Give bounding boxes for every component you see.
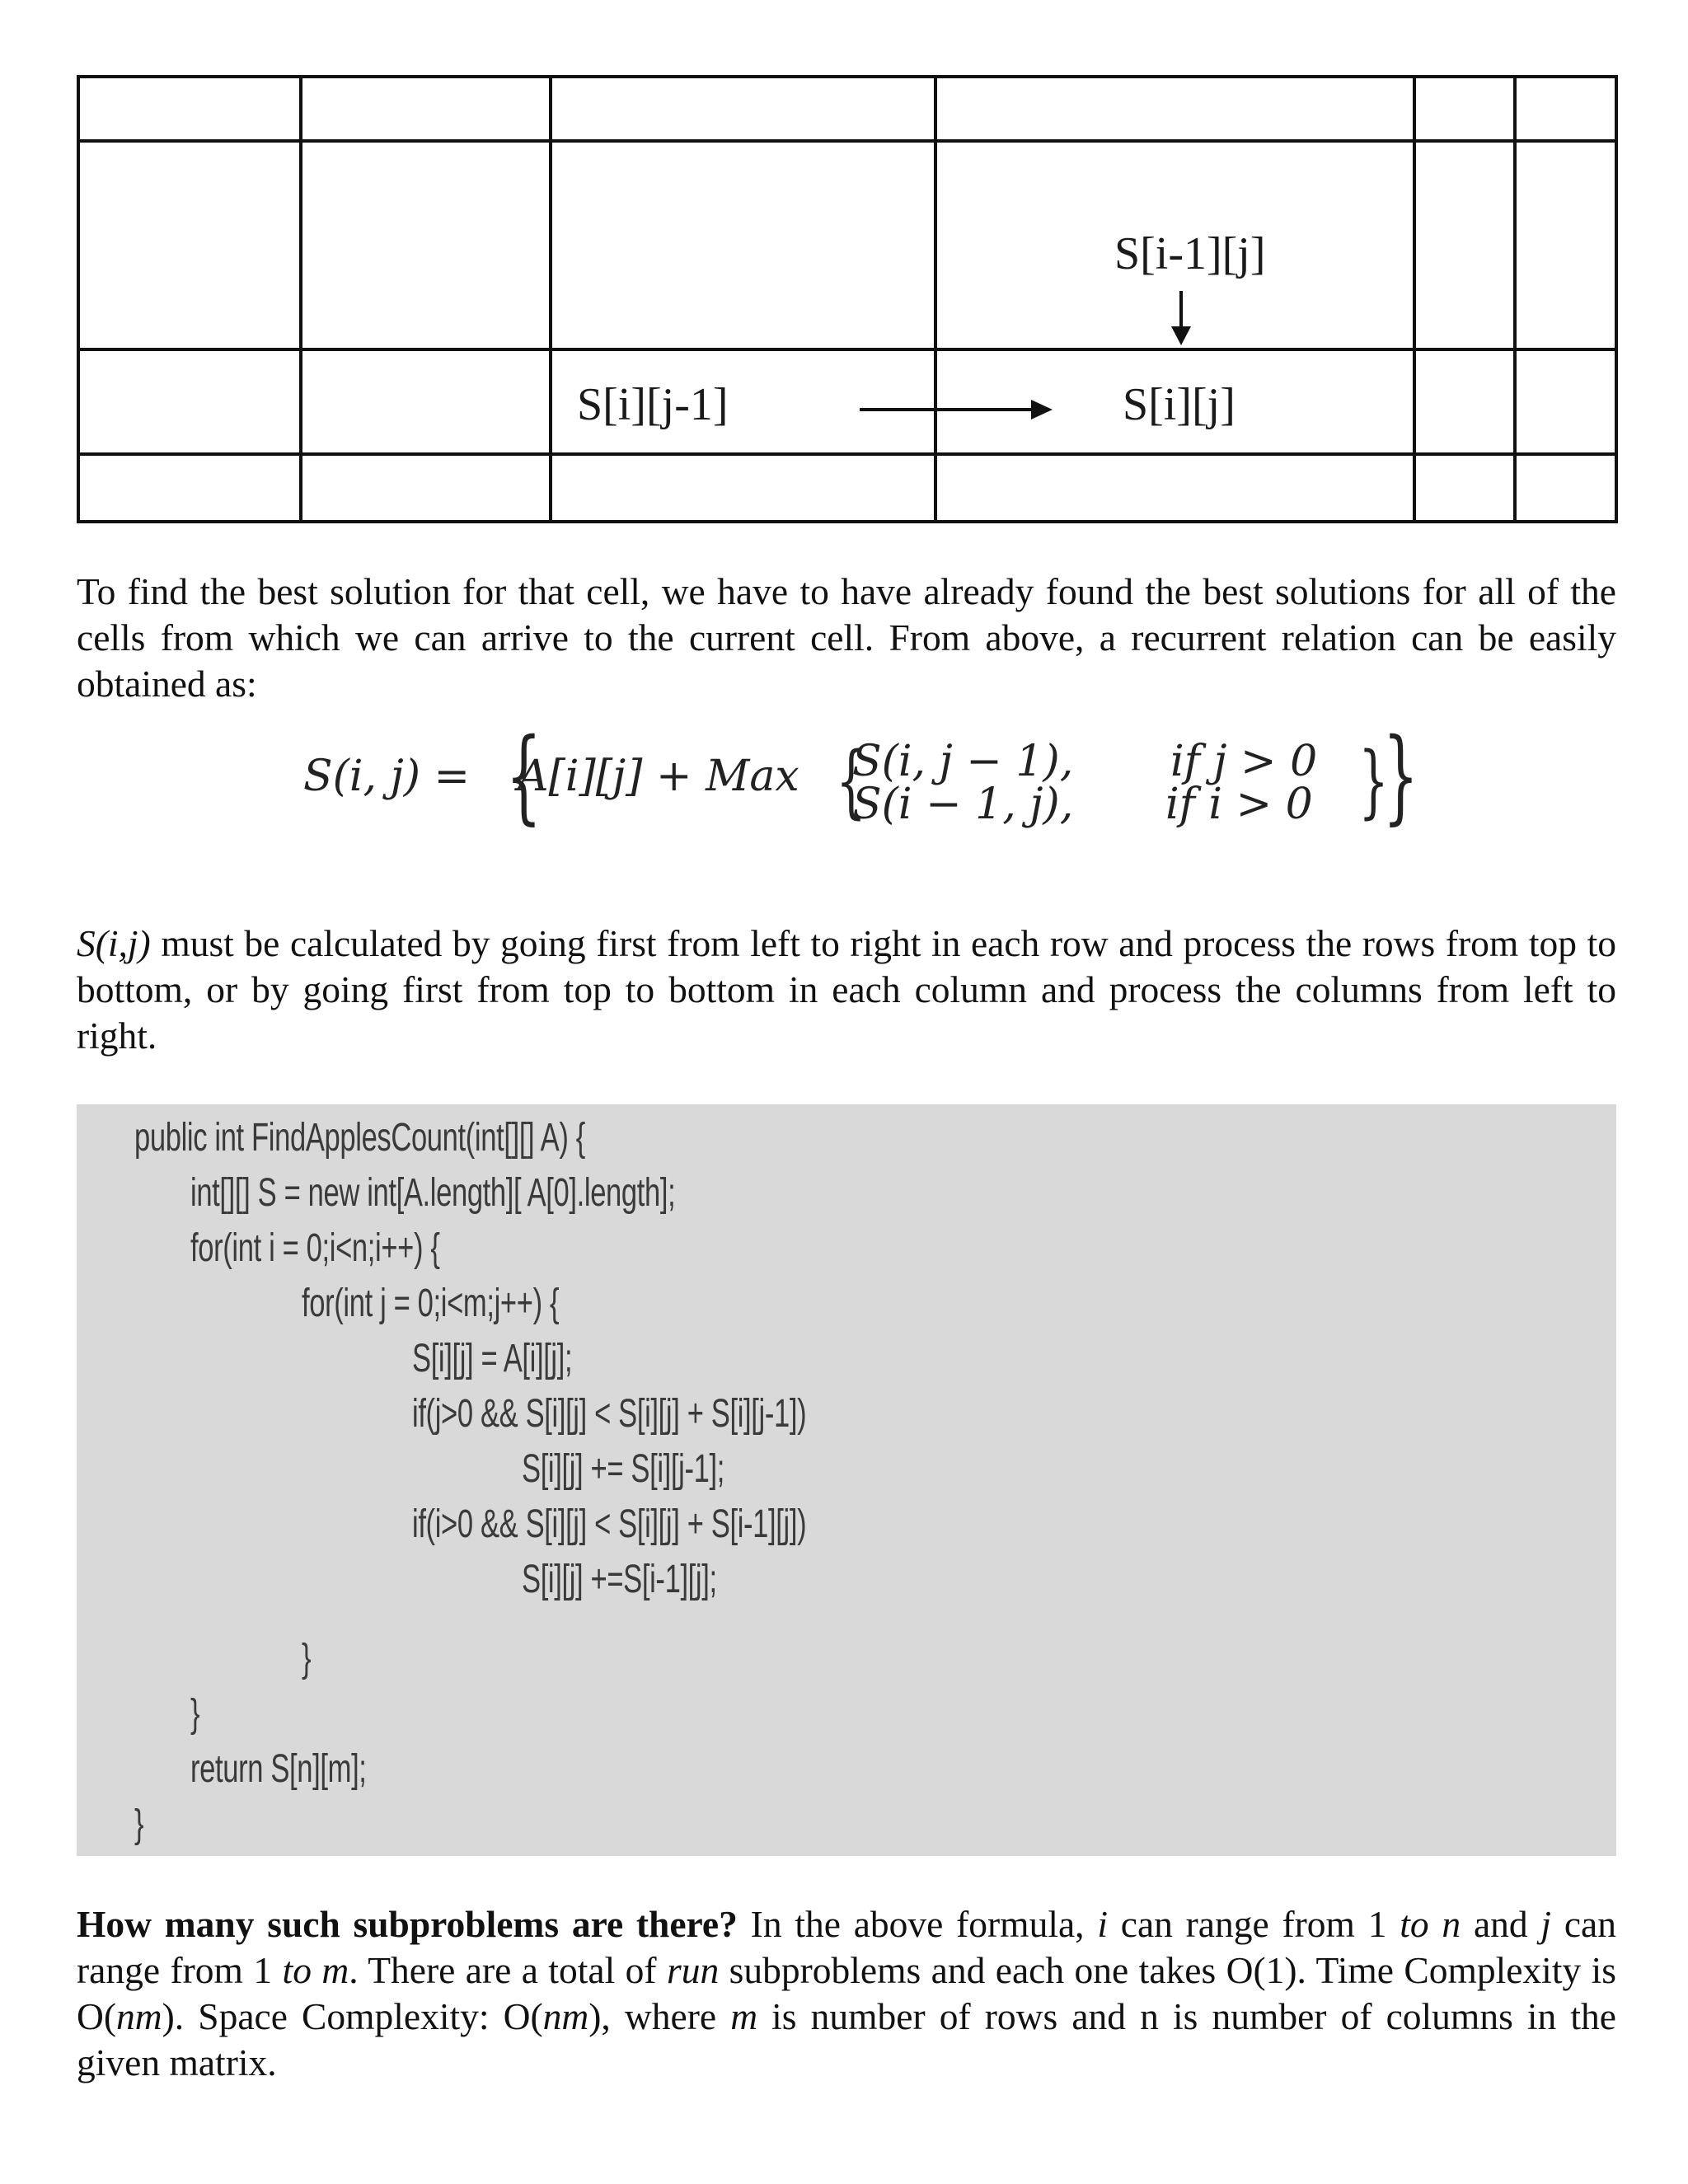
text-run: can range from 1 [77, 1903, 1616, 1991]
cell-label-current: S[i][j] [1123, 379, 1236, 430]
text-run: ), where [588, 1995, 731, 2037]
code-line: S[i][j] = A[i][j]; [412, 1337, 573, 1380]
math-var: n [1442, 1903, 1461, 1945]
text-run: ). Space Complexity: O( [162, 1995, 543, 2037]
code-line: for(int j = 0;i<m;j++) { [302, 1282, 560, 1325]
formula-inner-brace: { [836, 735, 866, 827]
formula-lhs: S(i, j) = [303, 752, 471, 801]
formula-inner-brace-close: } [1358, 735, 1389, 827]
order-variable: S(i,j) [77, 922, 151, 964]
code-line: } [134, 1802, 144, 1846]
math-word: to [1400, 1903, 1429, 1945]
math-word: run [667, 1949, 720, 1991]
text-run: is number of rows and n is number of columns in the given matrix. [77, 1995, 1616, 2083]
text-run: In the above formula, [737, 1903, 1098, 1945]
formula-outer-brace-close: } [1382, 717, 1419, 836]
cell-label-top: S[i-1][j] [1114, 228, 1266, 279]
grid-diagram [77, 75, 1618, 523]
math-word: to [282, 1949, 312, 1991]
code-line: if(i>0 && S[i][j] < S[i][j] + S[i-1][j]) [412, 1502, 807, 1546]
formula-case-1: S(i, j − 1), [852, 737, 1074, 786]
subproblem-question: How many such subproblems are there? [77, 1903, 738, 1945]
code-line: } [302, 1637, 312, 1680]
text-run [1429, 1903, 1442, 1945]
math-var: nm [542, 1995, 589, 2037]
code-line: } [190, 1692, 200, 1736]
code-block [77, 1104, 1616, 1856]
text-run: . There are a total of [349, 1949, 668, 1991]
code-line: int[][] S = new int[A.length][ A[0].length]; [190, 1171, 676, 1215]
formula-term: A[i][j] + Max [518, 752, 799, 801]
code-line: S[i][j] += S[i][j-1]; [522, 1447, 724, 1491]
code-line: S[i][j] +=S[i-1][j]; [522, 1558, 717, 1601]
code-line: if(j>0 && S[i][j] < S[i][j] + S[i][j-1]) [412, 1392, 807, 1436]
math-var: nm [116, 1995, 162, 2037]
text-run [312, 1949, 321, 1991]
code-line: public int FindApplesCount(int[][] A) { [134, 1116, 585, 1160]
order-paragraph [77, 921, 1616, 1059]
formula-case-2: S(i − 1, j), [852, 780, 1074, 829]
math-var: j [1540, 1903, 1552, 1945]
down-arrow-head [1171, 326, 1191, 345]
text-run: and [1461, 1903, 1541, 1945]
math-var: i [1097, 1903, 1108, 1945]
formula-cond-2: if i > 0 [1165, 780, 1313, 829]
code-line: for(int i = 0;i<n;i++) { [190, 1226, 440, 1270]
formula-outer-brace-open: { [505, 717, 542, 836]
order-text: must be calculated by going first from left to right in each row and process the rows from top to bottom, or by going first from top to bottom in each column and process the columns from left to right. [77, 922, 1616, 1057]
code-line: return S[n][m]; [190, 1747, 367, 1791]
math-var: m [730, 1995, 758, 2037]
formula-cond-1: if j > 0 [1170, 737, 1318, 786]
right-arrow-head [1031, 400, 1053, 419]
math-var: m [321, 1949, 349, 1991]
intro-paragraph: To find the best solution for that cell, we have to have already found the best solutions for all of the cells from which we can arrive to the current cell. From above, a recurrent relation can be easily obtained as: [77, 570, 1616, 705]
complexity-paragraph [77, 1901, 1616, 2086]
text-run: subproblems and each one takes O(1). Time Complexity is O( [77, 1949, 1616, 2037]
cell-label-left: S[i][j-1] [577, 379, 729, 430]
text-run: can range from 1 [1107, 1903, 1400, 1945]
